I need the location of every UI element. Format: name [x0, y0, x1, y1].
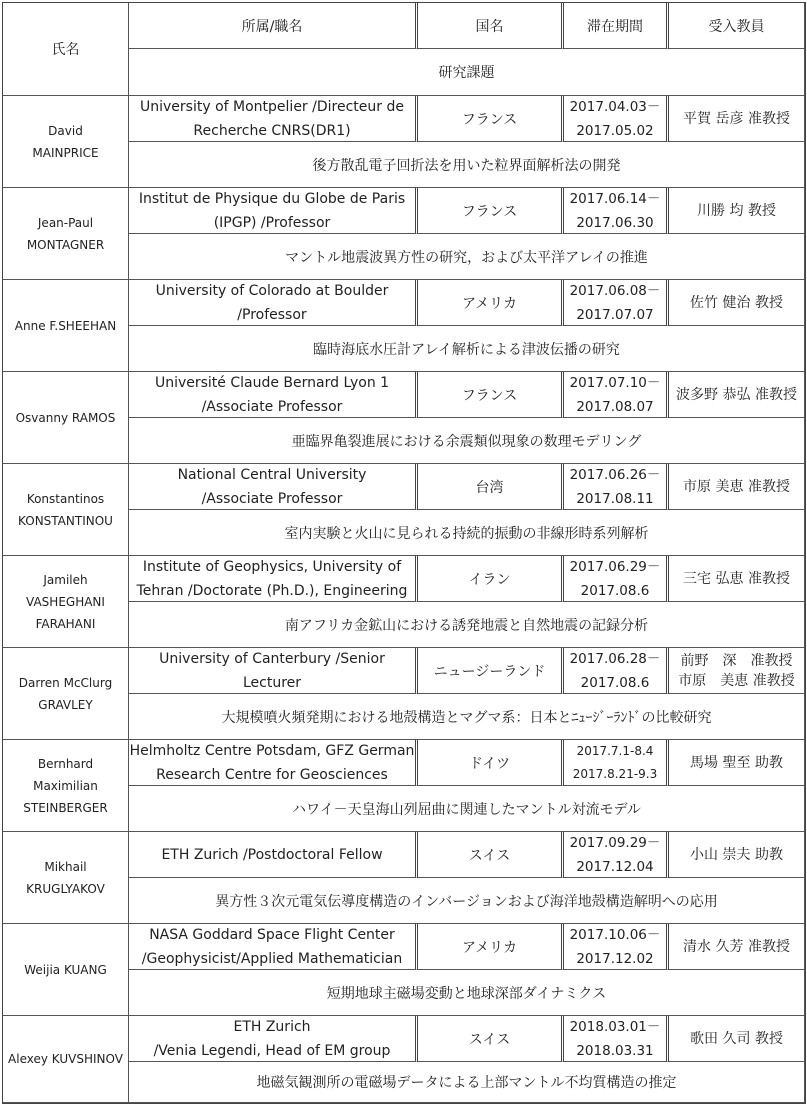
period-cell — [564, 1016, 669, 1062]
header-period-label: 滞在期間 — [587, 18, 643, 35]
topic-text: マントル地震波異方性の研究，および太平洋アレイの推進 — [285, 249, 648, 266]
host-line: 波多野 恭弘 准教授 — [676, 386, 797, 403]
period-cell — [564, 188, 669, 234]
host-line: 平賀 岳彦 准教授 — [683, 110, 790, 127]
period-line: 2017.08.6 — [580, 674, 650, 691]
topic-cell — [129, 234, 805, 280]
affiliation-line: /Professor — [237, 306, 307, 323]
country-cell — [418, 832, 564, 878]
country-cell — [418, 924, 564, 970]
host-cell — [669, 648, 805, 694]
researcher-name — [3, 1016, 129, 1103]
header-name — [3, 3, 129, 96]
affiliation-line: /Geophysicist/Applied Mathematician — [141, 950, 403, 967]
name-line: Alexey KUVSHINOV — [8, 1052, 123, 1066]
host-cell — [669, 464, 805, 510]
affiliation-line: /Associate Professor — [201, 398, 343, 415]
affiliation-cell — [129, 372, 418, 418]
affiliation-line: Helmholtz Centre Potsdam, GFZ German — [129, 742, 415, 759]
country-text: ドイツ — [468, 755, 511, 772]
period-line: 2017.10.06－ — [569, 926, 661, 943]
topic-cell — [129, 418, 805, 464]
topic-text: 大規模噴火頻発期における地殻構造とマグマ系：日本とﾆｭｰｼﾞｰﾗﾝﾄﾞの比較研究 — [221, 709, 712, 726]
name-line: David — [48, 123, 83, 138]
affiliation-line: Institut de Physique du Globe de Paris — [138, 190, 406, 207]
country-cell — [418, 280, 564, 326]
affiliation-cell — [129, 832, 418, 878]
name-line: FARAHANI — [35, 616, 96, 631]
affiliation-line: Research Centre for Geosciences — [156, 766, 388, 783]
host-line: 歌田 久司 教授 — [690, 1030, 783, 1047]
country-text: アメリカ — [461, 939, 518, 956]
topic-text: ハワイ－天皇海山列屈曲に関連したマントル対流モデル — [292, 801, 641, 818]
topic-text: 短期地球主磁場変動と地球深部ダイナミクス — [326, 985, 607, 1002]
period-cell — [564, 832, 669, 878]
affiliation-cell — [129, 1016, 418, 1062]
researcher-name — [3, 372, 129, 464]
host-line: 馬場 聖至 助教 — [690, 754, 783, 771]
affiliation-line: Université Claude Bernard Lyon 1 — [154, 374, 390, 391]
country-text: フランス — [461, 111, 518, 128]
researcher-name — [3, 96, 129, 188]
affiliation-cell — [129, 96, 418, 142]
period-line: 2017.08.07 — [576, 398, 654, 415]
country-cell — [418, 464, 564, 510]
header-host — [669, 3, 805, 49]
period-cell — [564, 740, 669, 786]
period-cell — [564, 372, 669, 418]
header-affiliation — [129, 3, 418, 49]
affiliation-line: University of Colorado at Boulder — [155, 282, 389, 299]
host-line: 清水 久芳 准教授 — [683, 938, 790, 955]
period-line: 2017.06.08－ — [569, 282, 661, 299]
country-cell — [418, 556, 564, 602]
header-period — [564, 3, 669, 49]
name-line: Jean-Paul — [37, 215, 94, 230]
researcher-table — [2, 2, 806, 1104]
researcher-name — [3, 188, 129, 280]
period-line: 2017.09.29－ — [569, 834, 661, 851]
affiliation-line: /Associate Professor — [201, 490, 343, 507]
researcher-name — [3, 924, 129, 1016]
name-line: Jamileh — [43, 572, 88, 587]
country-cell — [418, 1016, 564, 1062]
name-line: MAINPRICE — [32, 145, 99, 160]
host-cell — [669, 832, 805, 878]
header-country — [418, 3, 564, 49]
name-line: GRAVLEY — [38, 697, 93, 712]
name-line: KONSTANTINOU — [18, 513, 113, 528]
topic-text: 臨時海底水圧計アレイ解析による津波伝播の研究 — [313, 341, 620, 358]
affiliation-line: Tehran /Doctorate (Ph.D.), Engineering — [136, 582, 408, 599]
affiliation-line: University of Canterbury /Senior Lecturer — [159, 650, 385, 691]
name-line: Osvanny RAMOS — [15, 410, 116, 425]
affiliation-cell — [129, 924, 418, 970]
host-cell — [669, 740, 805, 786]
topic-text: 異方性３次元電気伝導度構造のインバージョンおよび海洋地殻構造解明への応用 — [215, 893, 718, 910]
host-line: 川勝 均 教授 — [697, 202, 776, 219]
name-line: Darren McClurg — [18, 675, 113, 690]
country-cell — [418, 648, 564, 694]
name-line: STEINBERGER — [23, 800, 108, 815]
topic-cell — [129, 326, 805, 372]
host-line: 佐竹 健治 教授 — [690, 294, 783, 311]
affiliation-cell — [129, 648, 418, 694]
topic-cell — [129, 970, 805, 1016]
header-host-label: 受入教員 — [708, 18, 765, 35]
topic-cell — [129, 142, 805, 188]
researcher-name — [3, 740, 129, 832]
name-line: Konstantinos — [26, 491, 105, 506]
name-line: Mikhail — [44, 859, 87, 874]
period-line: 2017.04.03－ — [569, 98, 661, 115]
country-text: ニュージーランド — [433, 663, 546, 680]
period-line: 2018.03.01－ — [569, 1018, 661, 1035]
affiliation-line: ETH Zurich — [233, 1018, 311, 1035]
affiliation-line: Institute of Geophysics, University of — [142, 558, 402, 575]
topic-cell — [129, 694, 805, 740]
affiliation-cell — [129, 188, 418, 234]
topic-text: 地磁気観測所の電磁場データによる上部マントル不均質構造の推定 — [256, 1075, 677, 1091]
header-affiliation-label: 所属/職名 — [241, 18, 303, 35]
period-line: 2017.05.02 — [576, 122, 654, 139]
country-text: アメリカ — [461, 295, 518, 312]
period-cell — [564, 924, 669, 970]
topic-text: 亜臨界亀裂進展における余震類似現象の数理モデリング — [291, 433, 642, 450]
period-line: 2017.08.6 — [580, 582, 650, 599]
affiliation-cell — [129, 740, 418, 786]
country-cell — [418, 96, 564, 142]
affiliation-cell — [129, 464, 418, 510]
header-topic — [129, 49, 805, 96]
header-name-label: 氏名 — [51, 42, 80, 58]
country-cell — [418, 188, 564, 234]
name-line: Maximilian — [33, 778, 98, 793]
period-cell — [564, 464, 669, 510]
topic-cell — [129, 510, 805, 556]
host-cell — [669, 372, 805, 418]
affiliation-line: Recherche CNRS(DR1) — [193, 122, 351, 139]
name-line: Bernhard — [37, 756, 94, 771]
host-line: 前野 深 准教授 — [680, 652, 793, 669]
period-cell — [564, 280, 669, 326]
affiliation-line: National Central University — [177, 466, 367, 483]
affiliation-line: /Venia Legendi, Head of EM group — [153, 1042, 391, 1059]
period-line: 2017.8.21-9.3 — [572, 766, 658, 781]
period-line: 2017.12.02 — [576, 950, 654, 967]
researcher-name — [3, 280, 129, 372]
period-line: 2017.08.11 — [576, 490, 654, 507]
researcher-name — [3, 832, 129, 924]
host-cell — [669, 1016, 805, 1062]
topic-text: 南アフリカ金鉱山における誘発地震と自然地震の記録分析 — [284, 617, 649, 634]
period-line: 2017.07.07 — [576, 306, 654, 323]
name-line: KRUGLYAKOV — [26, 881, 105, 896]
name-line: VASHEGHANI — [26, 594, 105, 609]
name-line: Weijia KUANG — [24, 962, 107, 977]
period-line: 2017.07.10－ — [569, 374, 661, 391]
host-cell — [669, 556, 805, 602]
topic-text: 後方散乱電子回折法を用いた粒界面解析法の開発 — [312, 157, 621, 174]
affiliation-line: (IPGP) /Professor — [213, 214, 331, 231]
topic-cell — [129, 602, 805, 648]
host-cell — [669, 188, 805, 234]
researcher-name — [3, 556, 129, 648]
name-line: Anne F.SHEEHAN — [14, 318, 117, 333]
host-line: 市原 美恵 准教授 — [678, 672, 795, 689]
header-topic-label: 研究課題 — [438, 65, 495, 81]
country-text: 台湾 — [475, 479, 504, 496]
affiliation-cell — [129, 280, 418, 326]
period-line: 2017.06.30 — [576, 214, 654, 231]
header-country-label: 国名 — [475, 18, 504, 35]
period-cell — [564, 96, 669, 142]
period-line: 2017.06.14－ — [569, 190, 661, 207]
country-text: スイス — [468, 1031, 511, 1048]
host-line: 小山 崇夫 助教 — [690, 846, 783, 863]
country-text: フランス — [461, 203, 518, 220]
period-line: 2017.06.26－ — [569, 466, 661, 483]
researcher-name — [3, 648, 129, 740]
name-line: MONTAGNER — [26, 237, 105, 252]
country-text: フランス — [461, 387, 518, 404]
period-line: 2017.12.04 — [576, 858, 654, 875]
topic-cell — [129, 786, 805, 832]
period-line: 2017.7.1-8.4 — [576, 743, 654, 758]
host-cell — [669, 96, 805, 142]
affiliation-line: NASA Goddard Space Flight Center — [149, 926, 395, 943]
period-cell — [564, 556, 669, 602]
host-cell — [669, 924, 805, 970]
period-line: 2018.03.31 — [576, 1042, 654, 1059]
period-line: 2017.06.28－ — [569, 650, 661, 667]
period-line: 2017.06.29－ — [569, 558, 661, 575]
country-text: スイス — [468, 847, 511, 864]
host-cell — [669, 280, 805, 326]
period-cell — [564, 648, 669, 694]
country-text: イラン — [468, 571, 511, 588]
researcher-name — [3, 464, 129, 556]
affiliation-line: University of Montpelier /Directeur de — [140, 98, 404, 115]
country-cell — [418, 740, 564, 786]
topic-text: 室内実験と火山に見られる持続的振動の非線形時系列解析 — [284, 525, 649, 542]
topic-cell — [129, 1062, 805, 1103]
host-line: 市原 美恵 准教授 — [683, 478, 790, 495]
country-cell — [418, 372, 564, 418]
affiliation-line: ETH Zurich /Postdoctoral Fellow — [161, 846, 383, 863]
host-line: 三宅 弘恵 准教授 — [683, 570, 790, 587]
topic-cell — [129, 878, 805, 924]
affiliation-cell — [129, 556, 418, 602]
